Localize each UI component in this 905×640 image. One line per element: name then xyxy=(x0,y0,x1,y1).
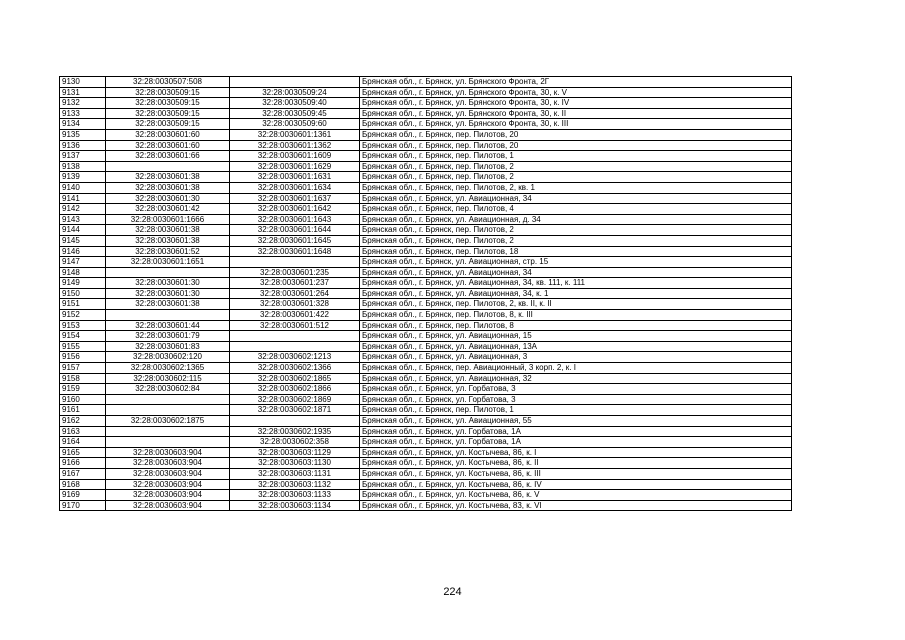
address-cell: Брянская обл., г. Брянск, пер. Пилотов, 2 xyxy=(360,225,792,236)
row-number-cell: 9148 xyxy=(60,267,106,278)
table-row xyxy=(60,331,792,342)
row-number-cell: 9169 xyxy=(60,490,106,501)
parcel-number-cell: 32:28:0030603:904 xyxy=(106,500,230,511)
building-number-cell xyxy=(230,257,360,268)
building-number-cell: 32:28:0030602:1866 xyxy=(230,384,360,395)
address-cell: Брянская обл., г. Брянск, ул. Костычева, 86, к. IV xyxy=(360,479,792,490)
row-number-cell: 9149 xyxy=(60,278,106,289)
table-row xyxy=(60,172,792,183)
table-row xyxy=(60,310,792,321)
building-number-cell: 32:28:0030601:1631 xyxy=(230,172,360,183)
table-row xyxy=(60,119,792,130)
address-cell: Брянская обл., г. Брянск, пер. Пилотов, 2, кв. 1 xyxy=(360,182,792,193)
row-number-cell: 9135 xyxy=(60,129,106,140)
address-cell: Брянская обл., г. Брянск, пер. Пилотов, 2 xyxy=(360,235,792,246)
table-row xyxy=(60,278,792,289)
address-cell: Брянская обл., г. Брянск, ул. Брянского Фронта, 30, к. III xyxy=(360,119,792,130)
parcel-number-cell: 32:28:0030601:66 xyxy=(106,151,230,162)
parcel-number-cell: 32:28:0030602:120 xyxy=(106,352,230,363)
address-cell: Брянская обл., г. Брянск, ул. Авиационная, 13А xyxy=(360,341,792,352)
row-number-cell: 9160 xyxy=(60,394,106,405)
table-row xyxy=(60,257,792,268)
parcel-number-cell: 32:28:0030509:15 xyxy=(106,119,230,130)
row-number-cell: 9146 xyxy=(60,246,106,257)
row-number-cell: 9138 xyxy=(60,161,106,172)
building-number-cell: 32:28:0030603:1131 xyxy=(230,468,360,479)
table-row xyxy=(60,288,792,299)
address-cell: Брянская обл., г. Брянск, ул. Костычева, 83, к. VI xyxy=(360,500,792,511)
parcel-number-cell: 32:28:0030603:904 xyxy=(106,490,230,501)
address-cell: Брянская обл., г. Брянск, пер. Авиационный, 3 корп. 2, к. I xyxy=(360,363,792,374)
building-number-cell xyxy=(230,331,360,342)
table-row xyxy=(60,458,792,469)
building-number-cell: 32:28:0030601:264 xyxy=(230,288,360,299)
table-row xyxy=(60,140,792,151)
building-number-cell: 32:28:0030601:1634 xyxy=(230,182,360,193)
address-cell: Брянская обл., г. Брянск, пер. Пилотов, 2, кв. II, к. II xyxy=(360,299,792,310)
address-cell: Брянская обл., г. Брянск, пер. Пилотов, 1 xyxy=(360,405,792,416)
parcel-number-cell: 32:28:0030601:30 xyxy=(106,288,230,299)
address-cell: Брянская обл., г. Брянск, пер. Пилотов, 2 xyxy=(360,172,792,183)
parcel-number-cell: 32:28:0030601:30 xyxy=(106,193,230,204)
parcel-number-cell: 32:28:0030601:42 xyxy=(106,204,230,215)
building-number-cell: 32:28:0030603:1134 xyxy=(230,500,360,511)
address-cell: Брянская обл., г. Брянск, ул. Горбатова, 1А xyxy=(360,437,792,448)
row-number-cell: 9167 xyxy=(60,468,106,479)
parcel-number-cell: 32:28:0030601:83 xyxy=(106,341,230,352)
address-cell: Брянская обл., г. Брянск, ул. Авиационная, 55 xyxy=(360,416,792,427)
table-row xyxy=(60,225,792,236)
building-number-cell: 32:28:0030602:1213 xyxy=(230,352,360,363)
parcel-number-cell: 32:28:0030601:1666 xyxy=(106,214,230,225)
building-number-cell: 32:28:0030603:1133 xyxy=(230,490,360,501)
address-cell: Брянская обл., г. Брянск, ул. Авиационная, стр. 15 xyxy=(360,257,792,268)
table-row xyxy=(60,87,792,98)
address-cell: Брянская обл., г. Брянск, ул. Горбатова, 3 xyxy=(360,384,792,395)
parcel-number-cell: 32:28:0030601:52 xyxy=(106,246,230,257)
address-cell: Брянская обл., г. Брянск, пер. Пилотов, 2 xyxy=(360,161,792,172)
row-number-cell: 9140 xyxy=(60,182,106,193)
building-number-cell xyxy=(230,341,360,352)
table-row xyxy=(60,384,792,395)
address-cell: Брянская обл., г. Брянск, ул. Авиационная, 34, к. 1 xyxy=(360,288,792,299)
building-number-cell: 32:28:0030601:1642 xyxy=(230,204,360,215)
parcel-number-cell: 32:28:0030601:30 xyxy=(106,278,230,289)
row-number-cell: 9131 xyxy=(60,87,106,98)
row-number-cell: 9162 xyxy=(60,416,106,427)
table-row xyxy=(60,98,792,109)
parcel-number-cell xyxy=(106,437,230,448)
parcel-number-cell: 32:28:0030601:38 xyxy=(106,172,230,183)
table-row xyxy=(60,193,792,204)
building-number-cell: 32:28:0030509:45 xyxy=(230,108,360,119)
building-number-cell: 32:28:0030601:1644 xyxy=(230,225,360,236)
table-row xyxy=(60,426,792,437)
table-row xyxy=(60,214,792,225)
building-number-cell: 32:28:0030601:1609 xyxy=(230,151,360,162)
building-number-cell: 32:28:0030602:358 xyxy=(230,437,360,448)
row-number-cell: 9152 xyxy=(60,310,106,321)
parcel-number-cell: 32:28:0030601:38 xyxy=(106,182,230,193)
table-row xyxy=(60,204,792,215)
table-row xyxy=(60,299,792,310)
parcel-number-cell: 32:28:0030509:15 xyxy=(106,87,230,98)
table-row xyxy=(60,320,792,331)
row-number-cell: 9156 xyxy=(60,352,106,363)
parcel-number-cell: 32:28:0030602:115 xyxy=(106,373,230,384)
row-number-cell: 9134 xyxy=(60,119,106,130)
row-number-cell: 9164 xyxy=(60,437,106,448)
parcel-number-cell: 32:28:0030601:38 xyxy=(106,225,230,236)
address-cell: Брянская обл., г. Брянск, ул. Авиационная, д. 34 xyxy=(360,214,792,225)
building-number-cell: 32:28:0030601:235 xyxy=(230,267,360,278)
parcel-number-cell: 32:28:0030601:44 xyxy=(106,320,230,331)
table-row xyxy=(60,267,792,278)
building-number-cell: 32:28:0030601:512 xyxy=(230,320,360,331)
parcel-number-cell: 32:28:0030603:904 xyxy=(106,458,230,469)
page-number: 224 xyxy=(443,586,462,598)
building-number-cell: 32:28:0030509:40 xyxy=(230,98,360,109)
address-cell: Брянская обл., г. Брянск, ул. Авиационная, 15 xyxy=(360,331,792,342)
row-number-cell: 9147 xyxy=(60,257,106,268)
row-number-cell: 9155 xyxy=(60,341,106,352)
building-number-cell: 32:28:0030602:1366 xyxy=(230,363,360,374)
address-cell: Брянская обл., г. Брянск, ул. Брянского Фронта, 30, к. II xyxy=(360,108,792,119)
row-number-cell: 9154 xyxy=(60,331,106,342)
row-number-cell: 9145 xyxy=(60,235,106,246)
parcel-number-cell: 32:28:0030603:904 xyxy=(106,479,230,490)
row-number-cell: 9144 xyxy=(60,225,106,236)
row-number-cell: 9141 xyxy=(60,193,106,204)
row-number-cell: 9136 xyxy=(60,140,106,151)
address-cell: Брянская обл., г. Брянск, пер. Пилотов, 8, к. III xyxy=(360,310,792,321)
table-row xyxy=(60,500,792,511)
row-number-cell: 9163 xyxy=(60,426,106,437)
table-row xyxy=(60,182,792,193)
table-row xyxy=(60,405,792,416)
parcel-number-cell xyxy=(106,310,230,321)
parcel-number-cell xyxy=(106,405,230,416)
parcel-number-cell: 32:28:0030601:1651 xyxy=(106,257,230,268)
row-number-cell: 9159 xyxy=(60,384,106,395)
table-row xyxy=(60,437,792,448)
row-number-cell: 9165 xyxy=(60,447,106,458)
address-cell: Брянская обл., г. Брянск, ул. Костычева, 86, к. III xyxy=(360,468,792,479)
table-row xyxy=(60,479,792,490)
row-number-cell: 9157 xyxy=(60,363,106,374)
parcel-number-cell: 32:28:0030601:60 xyxy=(106,140,230,151)
building-number-cell: 32:28:0030603:1132 xyxy=(230,479,360,490)
address-cell: Брянская обл., г. Брянск, пер. Пилотов, 20 xyxy=(360,129,792,140)
table-row xyxy=(60,108,792,119)
address-cell: Брянская обл., г. Брянск, пер. Пилотов, 20 xyxy=(360,140,792,151)
address-cell: Брянская обл., г. Брянск, ул. Авиационная, 32 xyxy=(360,373,792,384)
row-number-cell: 9139 xyxy=(60,172,106,183)
building-number-cell: 32:28:0030601:1645 xyxy=(230,235,360,246)
table-row xyxy=(60,373,792,384)
address-cell: Брянская обл., г. Брянск, ул. Брянского Фронта, 30, к. V xyxy=(360,87,792,98)
address-cell: Брянская обл., г. Брянск, ул. Горбатова, 1А xyxy=(360,426,792,437)
parcel-number-cell: 32:28:0030602:84 xyxy=(106,384,230,395)
registry-table-body xyxy=(60,77,792,511)
table-row xyxy=(60,447,792,458)
building-number-cell: 32:28:0030601:1629 xyxy=(230,161,360,172)
address-cell: Брянская обл., г. Брянск, пер. Пилотов, 4 xyxy=(360,204,792,215)
building-number-cell: 32:28:0030601:1637 xyxy=(230,193,360,204)
building-number-cell: 32:28:0030601:1643 xyxy=(230,214,360,225)
row-number-cell: 9170 xyxy=(60,500,106,511)
parcel-number-cell xyxy=(106,161,230,172)
building-number-cell: 32:28:0030602:1935 xyxy=(230,426,360,437)
address-cell: Брянская обл., г. Брянск, ул. Авиационная, 3 xyxy=(360,352,792,363)
table-row xyxy=(60,341,792,352)
table-row xyxy=(60,490,792,501)
row-number-cell: 9142 xyxy=(60,204,106,215)
parcel-number-cell: 32:28:0030509:15 xyxy=(106,108,230,119)
building-number-cell: 32:28:0030601:1361 xyxy=(230,129,360,140)
row-number-cell: 9153 xyxy=(60,320,106,331)
address-cell: Брянская обл., г. Брянск, ул. Авиационная, 34, кв. 111, к. 111 xyxy=(360,278,792,289)
table-row xyxy=(60,151,792,162)
table-row xyxy=(60,468,792,479)
row-number-cell: 9130 xyxy=(60,77,106,88)
building-number-cell: 32:28:0030602:1871 xyxy=(230,405,360,416)
building-number-cell xyxy=(230,416,360,427)
parcel-number-cell: 32:28:0030603:904 xyxy=(106,468,230,479)
parcel-number-cell: 32:28:0030509:15 xyxy=(106,98,230,109)
registry-table xyxy=(59,76,792,511)
building-number-cell: 32:28:0030602:1869 xyxy=(230,394,360,405)
address-cell: Брянская обл., г. Брянск, ул. Костычева, 86, к. V xyxy=(360,490,792,501)
address-cell: Брянская обл., г. Брянск, ул. Авиационная, 34 xyxy=(360,267,792,278)
parcel-number-cell xyxy=(106,267,230,278)
address-cell: Брянская обл., г. Брянск, ул. Брянского Фронта, 2Г xyxy=(360,77,792,88)
address-cell: Брянская обл., г. Брянск, ул. Костычева, 86, к. II xyxy=(360,458,792,469)
building-number-cell: 32:28:0030509:24 xyxy=(230,87,360,98)
parcel-number-cell: 32:28:0030507:508 xyxy=(106,77,230,88)
parcel-number-cell: 32:28:0030601:79 xyxy=(106,331,230,342)
address-cell: Брянская обл., г. Брянск, пер. Пилотов, 18 xyxy=(360,246,792,257)
row-number-cell: 9151 xyxy=(60,299,106,310)
building-number-cell: 32:28:0030601:422 xyxy=(230,310,360,321)
row-number-cell: 9133 xyxy=(60,108,106,119)
building-number-cell: 32:28:0030603:1130 xyxy=(230,458,360,469)
row-number-cell: 9168 xyxy=(60,479,106,490)
building-number-cell: 32:28:0030601:1648 xyxy=(230,246,360,257)
parcel-number-cell xyxy=(106,426,230,437)
address-cell: Брянская обл., г. Брянск, ул. Авиационная, 34 xyxy=(360,193,792,204)
table-row xyxy=(60,352,792,363)
parcel-number-cell: 32:28:0030601:60 xyxy=(106,129,230,140)
parcel-number-cell: 32:28:0030601:38 xyxy=(106,299,230,310)
row-number-cell: 9161 xyxy=(60,405,106,416)
row-number-cell: 9143 xyxy=(60,214,106,225)
row-number-cell: 9166 xyxy=(60,458,106,469)
table-row xyxy=(60,235,792,246)
building-number-cell: 32:28:0030601:328 xyxy=(230,299,360,310)
building-number-cell: 32:28:0030603:1129 xyxy=(230,447,360,458)
table-row xyxy=(60,129,792,140)
address-cell: Брянская обл., г. Брянск, ул. Горбатова, 3 xyxy=(360,394,792,405)
table-row xyxy=(60,416,792,427)
row-number-cell: 9150 xyxy=(60,288,106,299)
address-cell: Брянская обл., г. Брянск, ул. Брянского Фронта, 30, к. IV xyxy=(360,98,792,109)
row-number-cell: 9132 xyxy=(60,98,106,109)
address-cell: Брянская обл., г. Брянск, пер. Пилотов, 1 xyxy=(360,151,792,162)
building-number-cell: 32:28:0030601:1362 xyxy=(230,140,360,151)
table-row xyxy=(60,77,792,88)
building-number-cell: 32:28:0030602:1865 xyxy=(230,373,360,384)
table-row xyxy=(60,161,792,172)
parcel-number-cell: 32:28:0030601:38 xyxy=(106,235,230,246)
table-row xyxy=(60,246,792,257)
row-number-cell: 9158 xyxy=(60,373,106,384)
address-cell: Брянская обл., г. Брянск, ул. Костычева, 86, к. I xyxy=(360,447,792,458)
parcel-number-cell: 32:28:0030602:1365 xyxy=(106,363,230,374)
parcel-number-cell xyxy=(106,394,230,405)
table-row xyxy=(60,363,792,374)
address-cell: Брянская обл., г. Брянск, пер. Пилотов, 8 xyxy=(360,320,792,331)
building-number-cell xyxy=(230,77,360,88)
row-number-cell: 9137 xyxy=(60,151,106,162)
building-number-cell: 32:28:0030509:60 xyxy=(230,119,360,130)
parcel-number-cell: 32:28:0030602:1875 xyxy=(106,416,230,427)
parcel-number-cell: 32:28:0030603:904 xyxy=(106,447,230,458)
building-number-cell: 32:28:0030601:237 xyxy=(230,278,360,289)
table-row xyxy=(60,394,792,405)
